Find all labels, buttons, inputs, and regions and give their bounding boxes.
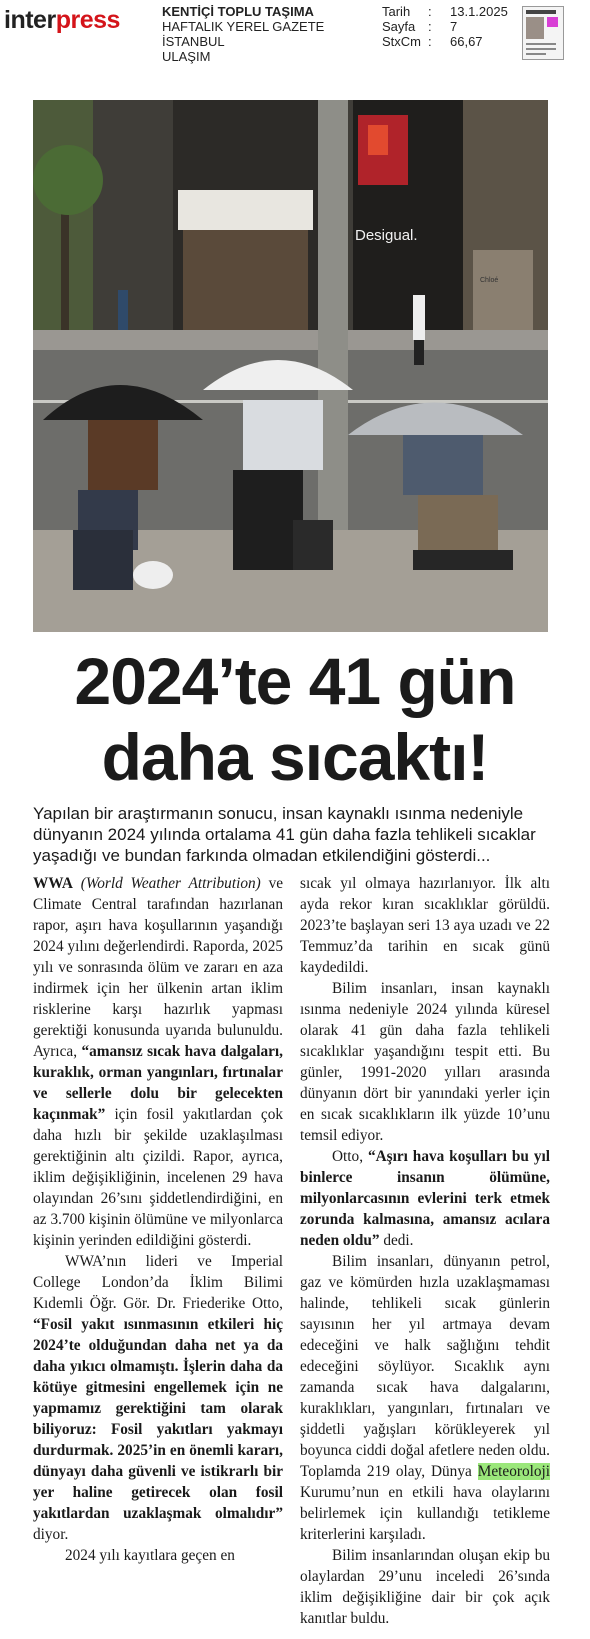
clipping-header — [0, 0, 590, 80]
paragraph: 2024 yılı kayıtlara geçen en — [65, 1547, 235, 1564]
clipping-info — [382, 4, 508, 49]
body-column-2 — [300, 873, 550, 1629]
desigual-sign: Desigual. — [355, 227, 418, 244]
paragraph: Bilim insanları, dünyanın petrol, gaz ve kömürden hızla uzaklaşmaması halinde, tehlikeli sıcak günlerin sayısının her yıl artmaya devam edeceğini ve halk sağlığını tehdit edeceğini söylüyor. Sıcaklık aynı zamanda sıcak hava dalgalarını, kuraklıkları, yangınları, fırtınaları ve şiddetli yağışları körükleyerek yıl boyunca ciddi doğal afetlere neden oldu. Toplamda 219 olay, Dünya Meteoroloji Kurumu’nun en etkili hava olaylarını belirlemek için kullandığı tetikleme kriterlerini karşıladı. — [300, 1253, 550, 1543]
publication-type: HAFTALIK YEREL GAZETE — [162, 19, 325, 34]
clipping-meta — [162, 4, 324, 64]
highlighted-keyword: Meteoroloji — [477, 1463, 550, 1480]
lead-paragraph: Yapılan bir araştırmanın sonucu, insan kaynaklı ısınma nedeniyle dünyanın 2024 yılında ortalama 41 gün daha fazla tehlikeli sıcaklar yaşadığı ve bundan farkında olmadan etkilendiğini gösterdi... — [33, 804, 536, 865]
chloe-sign: Chloé — [480, 277, 499, 284]
stxcm-row: StxCm : 66,67 — [382, 34, 483, 49]
section-name: KENTİÇİ TOPLU TAŞIMA — [162, 4, 314, 19]
paragraph: sıcak yıl olmaya hazırlanıyor. İlk altı ayda rekor kıran sıcaklıklar görüldü. 2023’te başlayan seri 13 aya uzadı ve 22 Temmuz’da tarihin en sıcak günü kaydedildi. — [300, 875, 550, 976]
paragraph: Bilim insanları, insan kaynaklı ısınma nedeniyle 2024 yılında küresel olarak 41 gün daha fazla tehlikeli sıcaklıklar yaşandığını tespit etti. Bu günler, 1991-2020 yılları arasında dünyanın dört bir yanındaki yerler için en sıcak sıcaklıkların ilk yüzde 10’unu temsil ediyor. — [300, 980, 550, 1144]
headline-line-2: daha sıcaktı! — [101, 720, 489, 794]
article-photo — [33, 100, 548, 632]
paragraph: Bilim insanlarından oluşan ekip bu olaylardan 29’unu inceledi 26’sında iklim değişikliğine dair bir çok açık kanıtlar buldu. — [300, 1547, 550, 1627]
date-row: Tarih : 13.1.2025 — [382, 4, 508, 19]
body-column-1 — [33, 873, 283, 1566]
paragraph: WWA (World Weather Attribution) ve Climate Central tarafından hazırlanan rapor, aşırı hava koşullarının yaşandığı 2024 yılını değerlendirdi. Raporda, 2025 yılı ve sonrasında ölüm ve zararı en aza indirmek için her ülkenin artan iklim risklerine karşı hazırlık yapması gerektiği konusunda uyarıda bulunuldu. Ayrıca, “amansız sıcak hava dalgaları, kuraklık, orman yangınları, fırtınalar ve sellerle dolu bir gelecekten kaçınmak” için fosil yakıtlardan çok daha hızlı bir şekilde uzaklaşılması gerektiğinin altı çizildi. Rapor, ayrıca, iklim değişikliğinin, incelenen 29 hava olayından 26’sını şiddetlendirdiğini, en az 3.700 kişinin ölümüne ve milyonlarca kişinin yerinden edildiğini gösterdi. — [33, 875, 284, 1249]
paragraph: WWA’nın lideri ve Imperial College London’da İklim Bilimi Kıdemli Öğr. Gör. Dr. Friederike Otto, “Fosil yakıt ısınmasının etkileri hiç 2024’te olduğundan daha net ya da daha yıkıcı olmamıştı. İşlerin daha da kötüye gitmesini engellemek için ne yapmamız gerektiğini tam olarak biliyoruz: Fosil yakıtları yakmayı durdurmak. 2025’in en önemli kararı, dünyayı daha güvenli ve istikrarlı bir yer haline getirecek olan fosil yakıtlardan uzaklaşmak olmalıdır” diyor. — [33, 1253, 283, 1543]
paragraph: Otto, “Aşırı hava koşulları bu yıl binlerce insanın ölümüne, milyonlarcasının evlerini terk etmek zorunda kalmasına, amansız acılara neden oldu” dedi. — [300, 1148, 550, 1249]
headline-line-1: 2024’te 41 gün — [74, 644, 516, 718]
city-name: İSTANBUL — [162, 34, 225, 49]
headline — [0, 643, 590, 795]
page-row: Sayfa : 7 — [382, 19, 458, 34]
page-thumbnail[interactable] — [522, 6, 564, 60]
category-name: ULAŞIM — [162, 49, 211, 64]
interpress-logo: interpress — [4, 6, 120, 34]
